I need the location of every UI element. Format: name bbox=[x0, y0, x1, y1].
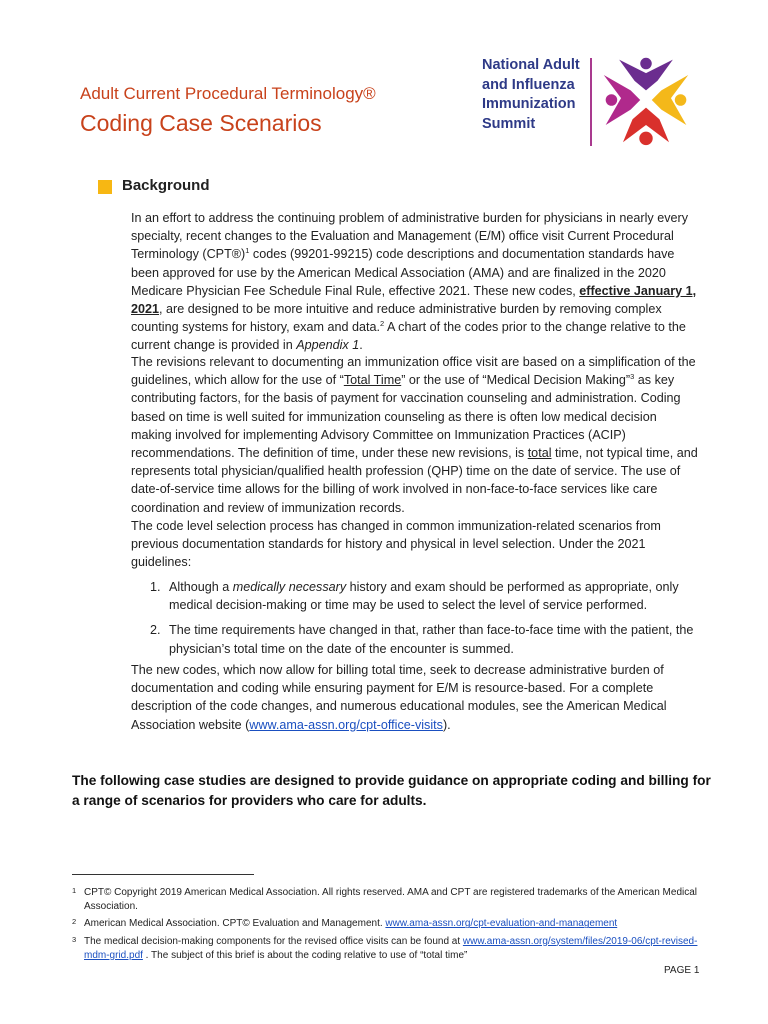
paragraph-intro bbox=[131, 209, 699, 355]
total-term: total bbox=[527, 446, 552, 461]
document-title-line1: Adult Current Procedural Terminology® bbox=[80, 84, 376, 103]
logo-line: and Influenza bbox=[482, 76, 575, 93]
section-marker-icon bbox=[98, 180, 112, 194]
logo-divider bbox=[590, 58, 592, 146]
ama-office-visits-link[interactable]: www.ama-assn.org/cpt-office-visits bbox=[249, 717, 443, 732]
effective-date: effective January 1, 2021 bbox=[131, 283, 697, 317]
text: CPT© Copyright 2019 American Medical Association. All rights reserved. AMA and CPT are registered trademarks of the American Medical Association. bbox=[84, 887, 698, 913]
page-number: PAGE 1 bbox=[664, 965, 700, 976]
paragraph-revisions bbox=[131, 353, 699, 517]
footnote bbox=[72, 886, 712, 914]
list-item bbox=[150, 578, 700, 614]
emphasis: medically necessary bbox=[232, 580, 347, 594]
logo-line: Immunization bbox=[482, 96, 576, 112]
text: history and exam should be performed as appropriate, only medical decision-making or time may be used to select the level of service performed. bbox=[169, 580, 679, 613]
footnote-ref: 2 bbox=[379, 319, 385, 329]
text: American Medical Association. CPT© Evaluation and Management. bbox=[84, 918, 386, 930]
paragraph-new-codes bbox=[131, 661, 699, 734]
text: The medical decision-making components for the revised office visits can be found at bbox=[84, 935, 463, 947]
footnote bbox=[72, 935, 712, 963]
ama-em-link[interactable]: www.ama-assn.org/cpt-evaluation-and-management bbox=[385, 918, 618, 930]
footnote bbox=[72, 917, 712, 931]
text: ” or the use of “Medical Decision Making” bbox=[401, 373, 631, 388]
total-time-term: Total Time bbox=[343, 373, 402, 388]
text: codes (99201-99215) code descriptions and documentation standards have been approved for use by the American Medical Association (AMA) and are finalized in the 2020 Medicare Physician Fee Schedule Final Rule, effective 2021. These new codes, bbox=[131, 247, 675, 298]
text: The new codes, which now allow for billing total time, seek to decrease administrative burden of documentation and coding while ensuring payment for E/M is resource-based. For a complete description of the code changes, and numerous educational modules, see the American Medical Association website ( bbox=[131, 663, 667, 732]
appendix-ref: Appendix 1 bbox=[296, 338, 360, 353]
text: The code level selection process has changed in common immunization-related scenarios from previous documentation standards for history and physical in level selection. Under the 2021 guidelines: bbox=[131, 519, 661, 570]
footnote-number: 2 bbox=[72, 917, 77, 927]
logo-line: Summit bbox=[482, 115, 536, 132]
case-studies-summary: The following case studies are designed to provide guidance on appropriate coding and billing for a range of scenarios for providers who care for adults. bbox=[72, 773, 711, 808]
footnote-divider bbox=[72, 874, 254, 875]
ama-mdm-grid-link[interactable]: www.ama-assn.org/system/files/2019-06/cpt-revised-mdm-grid.pdf bbox=[84, 935, 698, 961]
guidelines-list bbox=[150, 578, 700, 665]
text: ). bbox=[442, 717, 451, 732]
summit-people-logo-icon bbox=[598, 52, 694, 148]
section-heading: Background bbox=[122, 177, 210, 194]
text: In an effort to address the continuing problem of administrative burden for physicians in nearly every specialty, recent changes to the Evaluation and Management (E/M) office visit Current Procedural Terminology (CPT®) bbox=[131, 211, 688, 262]
footnote-ref: 1 bbox=[245, 246, 250, 256]
text: Although a bbox=[169, 580, 233, 594]
list-item bbox=[150, 621, 700, 657]
footnote-number: 1 bbox=[72, 886, 77, 895]
text: . bbox=[359, 338, 363, 353]
paragraph-selection bbox=[131, 517, 699, 572]
text: The revisions relevant to documenting an immunization office visit are based on a simplification of the guidelines, which allow for the use of “ bbox=[131, 355, 696, 388]
text: . The subject of this brief is about the coding relative to use of “total time” bbox=[142, 949, 468, 961]
text: , are designed to be more intuitive and reduce administrative burden by removing complex counting systems for history, exam and data. bbox=[131, 302, 662, 335]
footnotes bbox=[72, 886, 712, 966]
list-number: 2. bbox=[150, 623, 161, 638]
document-title: Coding Case Scenarios bbox=[80, 110, 322, 136]
footnote-ref: 3 bbox=[630, 372, 635, 382]
text: A chart of the codes prior to the change relative to the current change is provided in bbox=[131, 320, 686, 353]
text: as key contributing factors, for the basis of payment for vaccination counseling and administration. Coding based on time is well suited for immunization counseling as there is often low medical decision making involved for implementing Advisory Committee on Immunization Practices (ACIP) recommendations. The definition of time, under these new revisions, is bbox=[131, 373, 681, 461]
list-number: 1. bbox=[150, 580, 161, 594]
logo-line: National Adult bbox=[482, 57, 580, 73]
summit-logo-text bbox=[482, 56, 592, 134]
text: time, not typical time, and represents total physician/qualified health profession (QHP) time on the date of service. The use of date-of-service time allows for the billing of work involved in non-face-to-face services like care coordination and review of immunization records. bbox=[131, 446, 698, 515]
footnote-number: 3 bbox=[72, 934, 77, 944]
text: The time requirements have changed in that, rather than face-to-face time with the patient, the physician’s total time on the date of the encounter is summed. bbox=[169, 623, 694, 656]
